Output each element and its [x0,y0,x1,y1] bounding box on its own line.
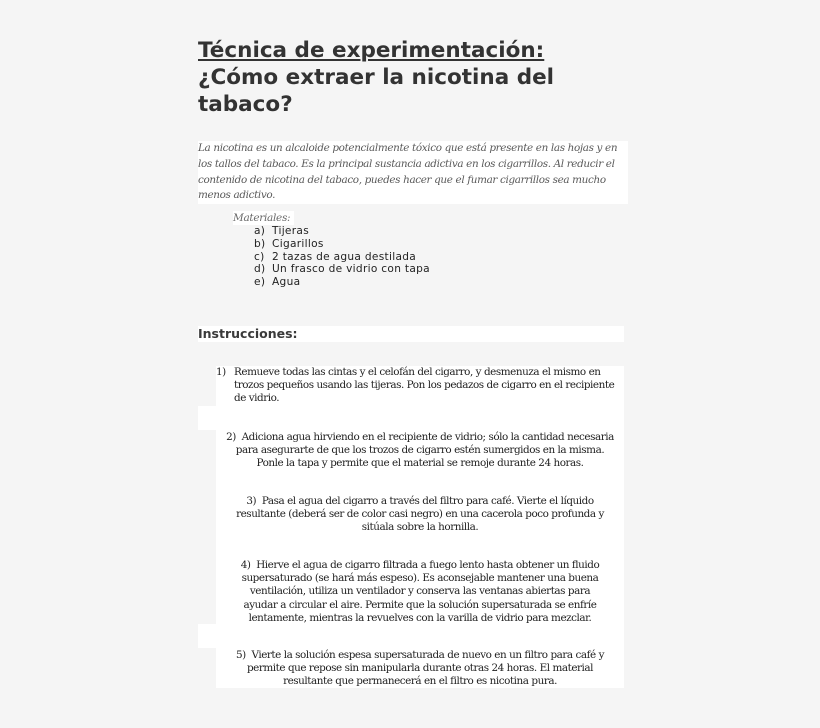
step-background [198,406,624,430]
materials-list [254,225,430,289]
list-item [254,251,430,264]
title-line-3: tabaco? [198,92,293,117]
step-number: 1) [216,366,226,378]
step-text-line: permite que repose sin manipularla durante otras 24 horas. El material [246,662,594,675]
intro-paragraph: La nicotina es un alcaloide potencialmente tóxico que está presente en las hojas y en los tallos del tabaco. Es la principal sustancia adictiva en los cigarrillos. Al reducir el contenido de nicotina del tabaco, puedes hacer que el fumar cigarrillos sea mucho menos adictivo. [198,141,628,204]
list-item [254,238,430,251]
materials-label: Materiales: [233,211,294,225]
step-text-line: lentamente, mientras la revuelves con la varilla de vidrio para mezclar. [248,611,592,624]
step-text-line: supersaturado (se hará más espeso). Es aconsejable mantener una buena [241,572,599,585]
material-text: 2 tazas de agua destilada [272,250,417,263]
material-text: Un frasco de vidrio con tapa [272,263,430,276]
list-marker: b) [254,237,266,250]
step-background [198,624,624,648]
step-text-line: resultante que permanecerá en el filtro es nicotina pura. [283,675,557,688]
step-text-line: Pasa el agua del cigarro a través del filtro para café. Vierte el líquido [261,495,594,507]
step-text: Remueve todas las cintas y el celofán del cigarro, y desmenuza el mismo en trozos pequeños usando las tijeras. Pon los pedazos de cigarro en el recipiente de vidrio. [234,366,615,405]
step-text-line: ventilación, utiliza un ventilador y conserva las ventanas abiertas para [249,585,591,598]
material-text: Tijeras [272,225,310,237]
step-text-line: sitúala sobre la hornilla. [361,521,479,534]
instruction-step-3 [216,495,624,535]
material-text: Cigarillos [272,237,324,250]
step-number: 5) [235,649,246,661]
list-item [254,263,430,276]
title-line-1: Técnica de experimentación: [198,38,545,63]
step-number: 2) [226,431,236,443]
step-number: 4) [240,559,251,571]
title-line-2: ¿Cómo extraer la nicotina del [198,65,555,90]
page-title [198,37,638,118]
instruction-step-4 [216,559,624,625]
instructions-heading: Instrucciones: [198,326,624,342]
step-text-line: Vierte la solución espesa supersaturada de nuevo en un filtro para café y [251,649,605,661]
list-marker: c) [254,250,265,263]
list-item [254,225,430,238]
step-text-line: resultante (deberá ser de color casi negro) en una cacerola poco profunda y [236,508,604,521]
list-item [254,276,430,289]
step-number: 3) [246,495,257,507]
instruction-step-1 [216,366,624,406]
step-text-line: Adiciona agua hirviendo en el recipiente de vidrio; sólo la cantidad necesaria [241,431,614,443]
step-text-line: ayudar a circular el aire. Permite que la solución supersaturada se enfríe [243,598,597,611]
step-text-line: Hierve el agua de cigarro filtrada a fuego lento hasta obtener un fluido [256,559,600,571]
list-marker: e) [254,276,266,289]
instruction-step-2 [216,431,624,471]
list-marker: d) [254,263,266,276]
step-text-line: para asegurarte de que los trozos de cigarro estén sumergidos en la misma. [235,444,605,457]
material-text: Agua [272,276,301,289]
list-marker: a) [254,225,266,237]
step-text-line: Ponle la tapa y permite que el material se remoje durante 24 horas. [256,457,584,470]
instruction-step-5 [216,649,624,689]
